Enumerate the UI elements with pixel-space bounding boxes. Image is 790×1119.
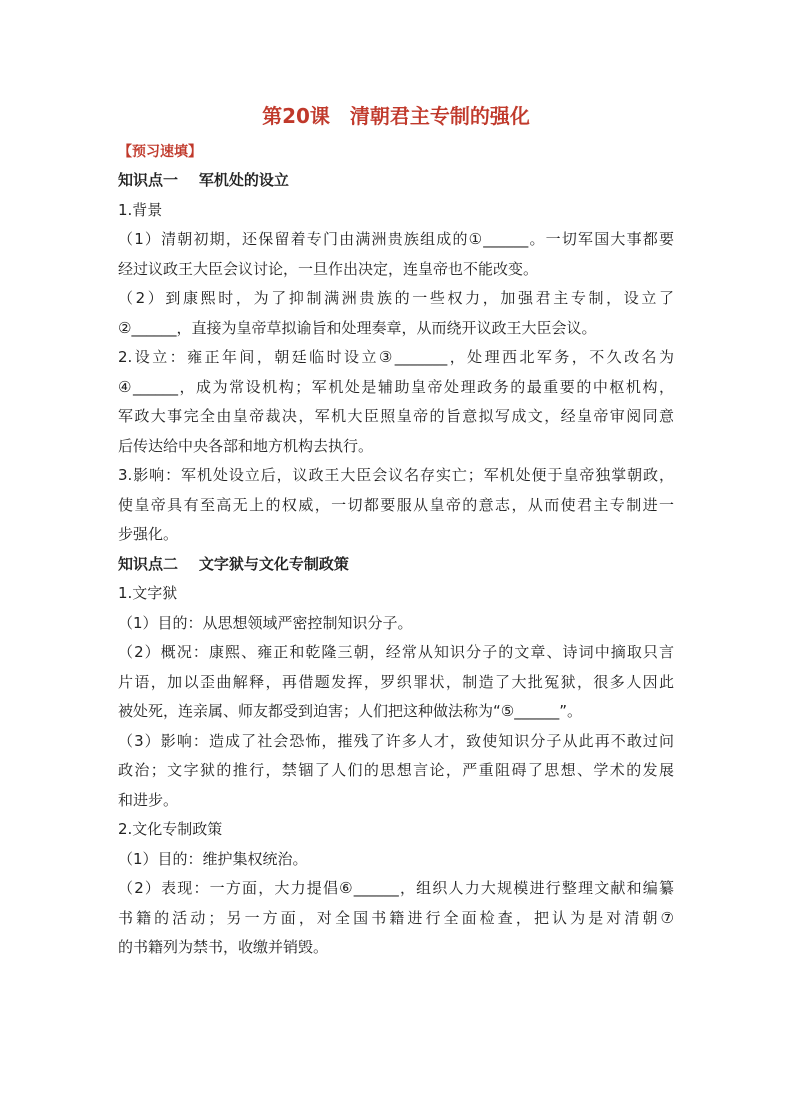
- section1-heading-title: 军机处的设立: [198, 171, 289, 189]
- section1-subheading-background: 1.背景: [118, 200, 163, 219]
- section2-paragraph-line: 的书籍列为禁书，收缴并销毁。: [118, 938, 329, 956]
- section2-paragraph-line: 书籍的活动；另一方面，对全国书籍进行全面检查，把认为是对清朝⑦: [118, 908, 674, 927]
- section1-heading-gap: [178, 171, 199, 189]
- section2-paragraph-line: （3）影响：造成了社会恐怖，摧残了许多人才，致使知识分子从此再不敢过问: [118, 731, 674, 750]
- section1-heading: [118, 166, 674, 196]
- section1-paragraph-line: （2）到康熙时，为了抑制满洲贵族的一些权力，加强君主专制，设立了: [118, 289, 674, 307]
- section1-paragraph-line: 3.影响：军机处设立后，议政王大臣会议名存实亡；军机处便于皇帝独掌朝政，: [118, 466, 674, 484]
- section2-paragraph-line: （1）目的：维护集权统治。: [118, 849, 308, 868]
- section2-paragraph-line: （2）概况：康熙、雍正和乾隆三朝，经常从知识分子的文章、诗词中摘取只言: [118, 643, 674, 661]
- section1-heading-number: 知识点一: [118, 171, 179, 189]
- section2-heading-number: 知识点二: [118, 554, 179, 573]
- section1-paragraph-line: ②______，直接为皇帝草拟谕旨和处理奏章，从而绕开议政王大臣会议。: [118, 318, 597, 337]
- section1-paragraph-line: 使皇帝具有至高无上的权威，一切都要服从皇帝的意志，从而使君主专制进一: [118, 495, 674, 514]
- section2-paragraph-line: 被处死，连亲属、师友都受到迫害；人们把这种做法称为“⑤______”。: [118, 702, 582, 720]
- section2-heading-title: 文字狱与文化专制政策: [198, 554, 349, 573]
- section1-paragraph-line: （1）清朝初期，还保留着专门由满洲贵族组成的①______。一切军国大事都要: [118, 230, 674, 248]
- section2-heading-gap: [178, 555, 199, 573]
- section1-paragraph-line: 2.设立：雍正年间，朝廷临时设立③_______，处理西北军务，不久改名为: [118, 348, 674, 366]
- section2-paragraph-line: （1）目的：从思想领域严密控制知识分子。: [118, 613, 413, 632]
- preview-tag: 【预习速填】: [118, 144, 202, 160]
- section2-heading: [118, 550, 674, 580]
- section2-paragraph-line: 政治；文字狱的推行，禁锢了人们的思想言论，严重阻碍了思想、学术的发展: [118, 761, 674, 779]
- section2-subheading-literary-inquisition: 1.文字狱: [118, 584, 178, 602]
- section1-paragraph-line: 军政大事完全由皇帝裁决，军机大臣照皇帝的旨意拟写成文，经皇帝审阅同意: [118, 407, 674, 425]
- section2-paragraph-line: 和进步。: [118, 790, 179, 809]
- document-page: [118, 100, 674, 963]
- section1-paragraph-line: 经过议政王大臣会议讨论，一旦作出决定，连皇帝也不能改变。: [118, 259, 539, 278]
- section2-subheading-cultural-policy: 2.文化专制政策: [118, 820, 223, 838]
- section1-paragraph-line: 后传达给中央各部和地方机构去执行。: [118, 436, 374, 455]
- section1-paragraph-line: 步强化。: [118, 525, 179, 543]
- section2-paragraph-line: （2）表现：一方面，大力提倡⑥______，组织人力大规模进行整理文献和编纂: [118, 879, 674, 897]
- section2-paragraph-line: 片语，加以歪曲解释，再借题发挥，罗织罪状，制造了大批冤狱，很多人因此: [118, 672, 674, 691]
- section1-paragraph-line: ④______，成为常设机构；军机处是辅助皇帝处理政务的最重要的中枢机构，: [118, 377, 674, 396]
- page-title: 第20课 清朝君主专制的强化: [262, 104, 530, 128]
